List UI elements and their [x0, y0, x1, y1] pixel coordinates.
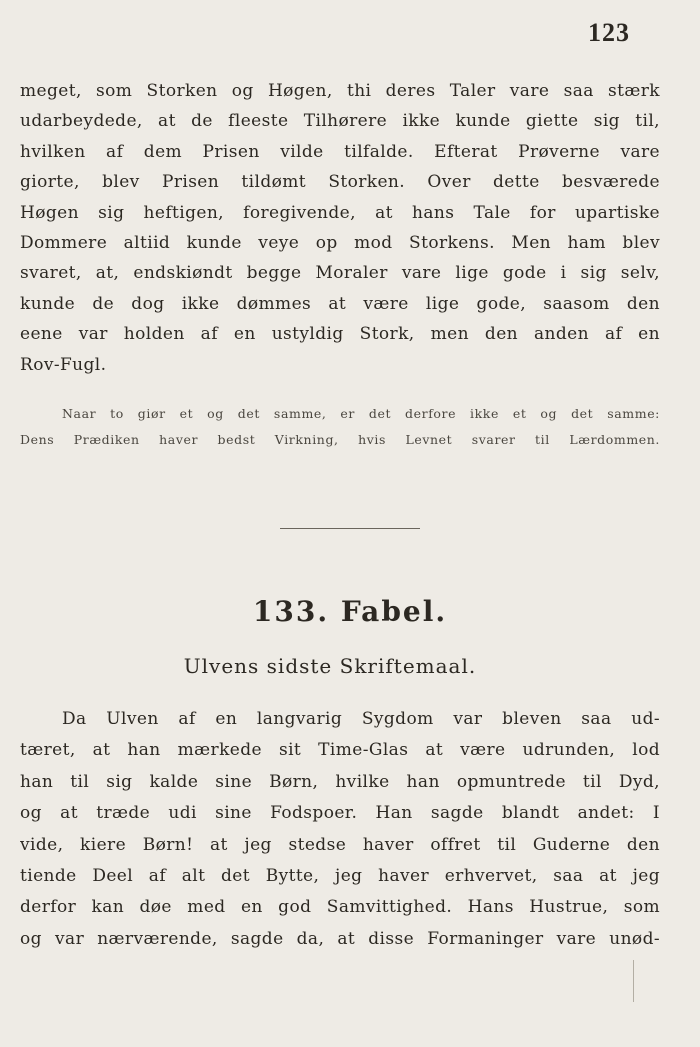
text-line: hvilken af dem Prisen vilde tilfalde. Efterat Prøverne vare [20, 141, 660, 162]
fable-subtitle: Ulvens sidste Skriftemaal. [183, 654, 477, 678]
text-line: tiende Deel af alt det Bytte, jeg haver erhvervet, saa at jeg [20, 865, 660, 886]
text-line: meget, som Storken og Høgen, thi deres Taler vare saa stærk [20, 81, 660, 101]
moral-line: Dens Prædiken haver bedst Virkning, hvis Levnet svarer til Lærdommen. [20, 432, 660, 447]
text-line: kunde de dog ikke dømmes at være lige gode, saasom den [20, 293, 660, 314]
moral-line: Naar to giør et og det samme, er det derfore ikke et og det samme: [62, 406, 660, 421]
section-divider [280, 528, 420, 529]
text-line: Rov-Fugl. [20, 354, 107, 375]
text-line: Da Ulven af en langvarig Sygdom var bleven saa ud- [62, 709, 660, 729]
page-number: 123 [588, 18, 630, 47]
text-line: giorte, blev Prisen tildømt Storken. Over dette besværede [20, 172, 660, 193]
text-line: svaret, at, endskiøndt begge Moraler vare lige gode i sig selv, [20, 263, 660, 284]
fable-paragraph [20, 704, 660, 955]
text-line: og at træde udi sine Fodspoer. Han sagde blandt andet: I [20, 803, 660, 824]
paper-edge-mark [633, 960, 634, 1002]
text-line: han til sig kalde sine Børn, hvilke han opmuntrede til Dyd, [20, 771, 660, 792]
fable-title: 133. Fabel. [252, 595, 448, 628]
text-line: vide, kiere Børn! at jeg stedse haver offret til Guderne den [20, 834, 660, 855]
text-line: tæret, at han mærkede sit Time-Glas at være udrunden, lod [20, 740, 660, 761]
text-line: derfor kan døe med en god Samvittighed. Hans Hustrue, som [20, 897, 660, 918]
moral-note [20, 401, 660, 453]
text-line: Høgen sig heftigen, foregivende, at hans Tale for upartiske [20, 202, 660, 223]
continued-paragraph [20, 76, 660, 380]
text-line: eene var holden af en ustyldig Stork, men den anden af en [20, 324, 660, 345]
text-line: Dommere altiid kunde veye op mod Storkens. Men ham blev [20, 232, 660, 253]
text-line: og var nærværende, sagde da, at disse Formaninger vare unød- [20, 928, 660, 949]
text-line: udarbeydede, at de fleeste Tilhørere ikke kunde giette sig til, [20, 111, 660, 132]
